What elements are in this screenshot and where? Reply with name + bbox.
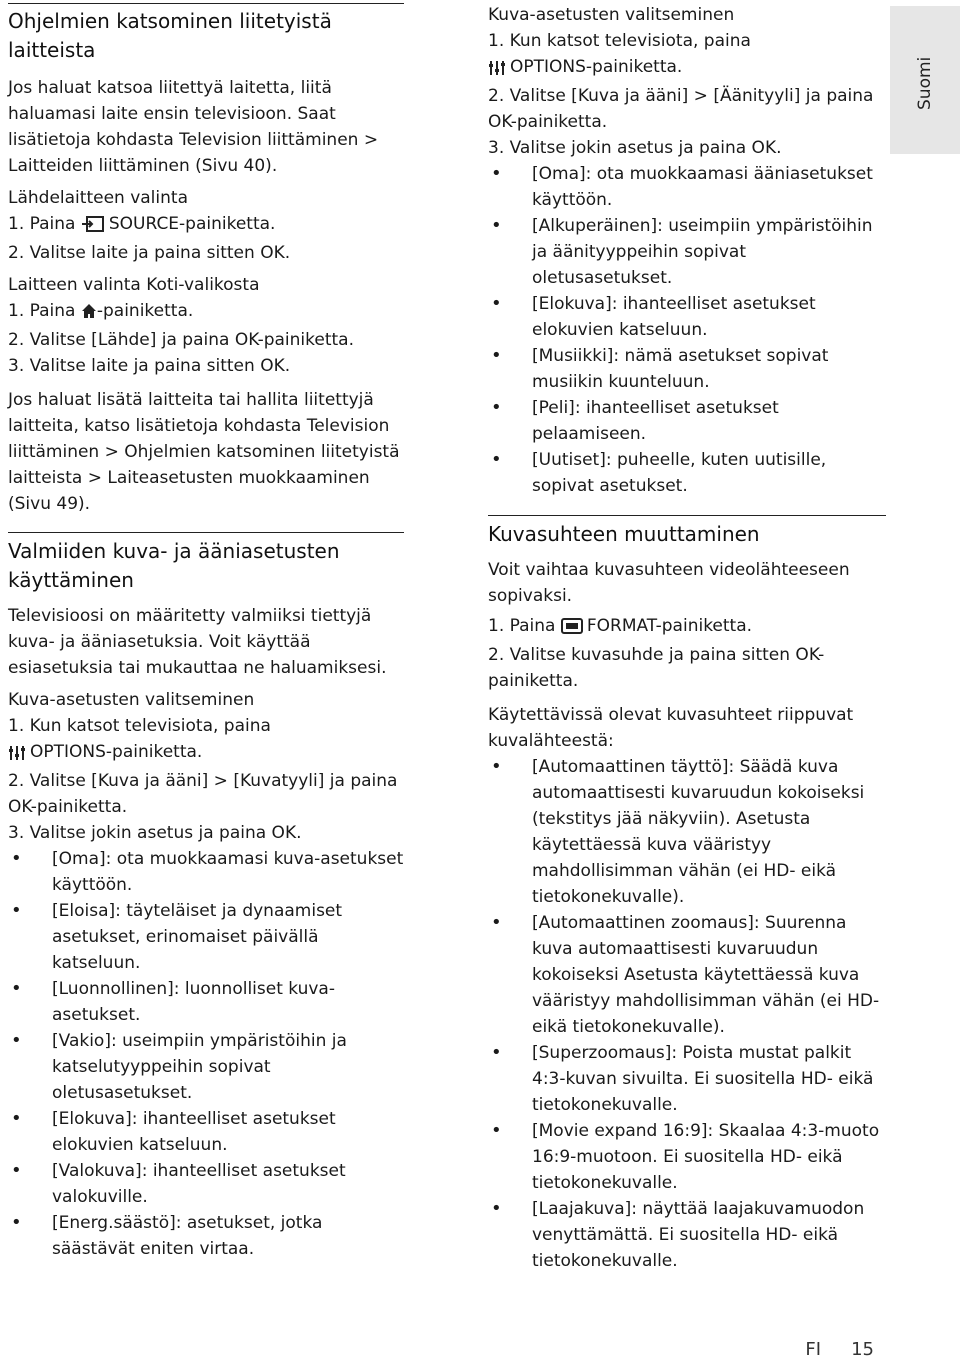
step-picture-2: 2. Valitse [Kuva ja ääni] > [Kuvatyyli] ja paina OK-painiketta.	[8, 771, 398, 817]
list-item: • [Peli]: ihanteelliset asetukset pelaamiseen.	[488, 395, 886, 447]
language-tab	[890, 6, 960, 154]
intro-paragraph: Jos haluat katsoa liitettyä laitetta, liitä haluamasi laite ensin televisioon. Saat lisätietoja kohdasta Television liittäminen > Laitteiden liittäminen (Sivu 40).	[8, 78, 379, 176]
list-item: • [Energ.säästö]: asetukset, jotka säästävät eniten virtaa.	[8, 1210, 404, 1262]
step-sound-1: 1. Kun katsot televisiota, paina	[488, 31, 751, 51]
step-source-1: 1. Paina SOURCE-painiketta.	[8, 211, 404, 240]
section-title-presets: Valmiiden kuva- ja ääniasetusten käyttäminen	[8, 539, 340, 592]
aspect-ratio-list	[488, 754, 886, 1274]
step-picture-3: 3. Valitse jokin asetus ja paina OK.	[8, 823, 302, 843]
list-item: • [Superzoomaus]: Poista mustat palkit 4:3-kuvan sivuilta. Ei suositella HD- eikä tietokonekuvalle.	[488, 1040, 886, 1118]
step-format-2: 2. Valitse kuvasuhde ja paina sitten OK-painiketta.	[488, 645, 825, 691]
list-item: • [Alkuperäinen]: useimpiin ympäristöihin ja äänityyppeihin sopivat oletusasetukset.	[488, 213, 886, 291]
footer-language: FI	[805, 1339, 822, 1360]
list-item: • [Movie expand 16:9]: Skaalaa 4:3-muoto 16:9-muotoon. Ei suositella HD- eikä tietokonekuvalle.	[488, 1118, 886, 1196]
list-item: • [Eloisa]: täyteläiset ja dynaamiset asetukset, erinomaiset päivällä katseluun.	[8, 898, 404, 976]
options-icon	[8, 742, 26, 768]
list-item: • [Elokuva]: ihanteelliset asetukset elokuvien katseluun.	[488, 291, 886, 343]
step-sound-2: 2. Valitse [Kuva ja ääni] > [Äänityyli] ja paina OK-painiketta.	[488, 86, 874, 132]
list-item: • [Elokuva]: ihanteelliset asetukset elokuvien katseluun.	[8, 1106, 404, 1158]
list-item: • [Vakio]: useimpiin ympäristöihin ja katselutyyppeihin sopivat oletusasetukset.	[8, 1028, 404, 1106]
list-item: • [Automaattinen täyttö]: Säädä kuva automaattisesti kuvaruudun kokoiseksi (tekstitys jää näkyviin). Asetusta käytettäessä kuva vääristyy mahdollisimman vähän (ei HD- eikä tietokonekuvalle).	[488, 754, 886, 910]
list-item: • [Automaattinen zoomaus]: Suurenna kuva automaattisesti kuvaruudun kokoiseksi Asetusta käytettäessä kuva vääristyy mahdollisimman vähän (ei HD- eikä tietokonekuvalle).	[488, 910, 886, 1040]
step-home-1: 1. Paina -painiketta.	[8, 298, 404, 327]
page-footer	[805, 1337, 874, 1363]
presets-intro: Televisioosi on määritetty valmiiksi tiettyjä kuva- ja ääniasetuksia. Voit käyttää esiasetuksia tai mukauttaa ne haluamiksesi.	[8, 606, 387, 678]
available-ratios-text: Käytettävissä olevat kuvasuhteet riippuvat kuvalähteestä:	[488, 705, 854, 751]
step-picture-1b: OPTIONS-painiketta.	[8, 739, 404, 768]
home-icon	[81, 301, 97, 327]
step-sound-1b: OPTIONS-painiketta.	[488, 54, 886, 83]
subheading-home-menu: Laitteen valinta Koti-valikosta	[8, 275, 260, 295]
sound-style-list	[488, 161, 886, 499]
aspect-intro: Voit vaihtaa kuvasuhteen videolähteeseen sopivaksi.	[488, 560, 850, 606]
step-picture-1: 1. Kun katsot televisiota, paina	[8, 716, 271, 736]
right-column	[488, 0, 886, 1274]
step-source-2: 2. Valitse laite ja paina sitten OK.	[8, 243, 291, 263]
source-icon	[81, 214, 105, 240]
language-tab-label: Suomi	[915, 56, 935, 110]
list-item: • [Luonnollinen]: luonnolliset kuva-asetukset.	[8, 976, 404, 1028]
step-home-2: 2. Valitse [Lähde] ja paina OK-painiketta.	[8, 330, 354, 350]
section-title-connected-devices: Ohjelmien katsominen liitetyistä laitteista	[8, 9, 332, 62]
list-item: • [Valokuva]: ihanteelliset asetukset valokuville.	[8, 1158, 404, 1210]
subheading-picture-style: Kuva-asetusten valitseminen	[8, 690, 255, 710]
options-icon	[488, 57, 506, 83]
picture-style-list	[8, 846, 404, 1262]
list-item: • [Oma]: ota muokkaamasi kuva-asetukset käyttöön.	[8, 846, 404, 898]
format-icon	[561, 616, 583, 642]
section-title-aspect-ratio: Kuvasuhteen muuttaminen	[488, 522, 760, 546]
list-item: • [Oma]: ota muokkaamasi ääniasetukset käyttöön.	[488, 161, 886, 213]
step-sound-3: 3. Valitse jokin asetus ja paina OK.	[488, 138, 782, 158]
step-home-3: 3. Valitse laite ja paina sitten OK.	[8, 356, 291, 376]
step-format-1: 1. Paina FORMAT-painiketta.	[488, 613, 886, 642]
more-info-paragraph: Jos haluat lisätä laitteita tai hallita liitettyjä laitteita, katso lisätietoja kohdasta Television liittäminen > Ohjelmien katsominen liitetyistä laitteista > Laiteasetusten muokkaaminen (Sivu 49).	[8, 390, 400, 514]
page-number: 15	[851, 1339, 874, 1360]
left-column	[8, 0, 404, 1262]
list-item: • [Musiikki]: nämä asetukset sopivat musiikin kuunteluun.	[488, 343, 886, 395]
list-item: • [Uutiset]: puheelle, kuten uutisille, sopivat asetukset.	[488, 447, 886, 499]
subheading-sound-style: Kuva-asetusten valitseminen	[488, 5, 735, 25]
list-item: • [Laajakuva]: näyttää laajakuvamuodon venyttämättä. Ei suositella HD- eikä tietokonekuvalle.	[488, 1196, 886, 1274]
subheading-source-select: Lähdelaitteen valinta	[8, 188, 188, 208]
